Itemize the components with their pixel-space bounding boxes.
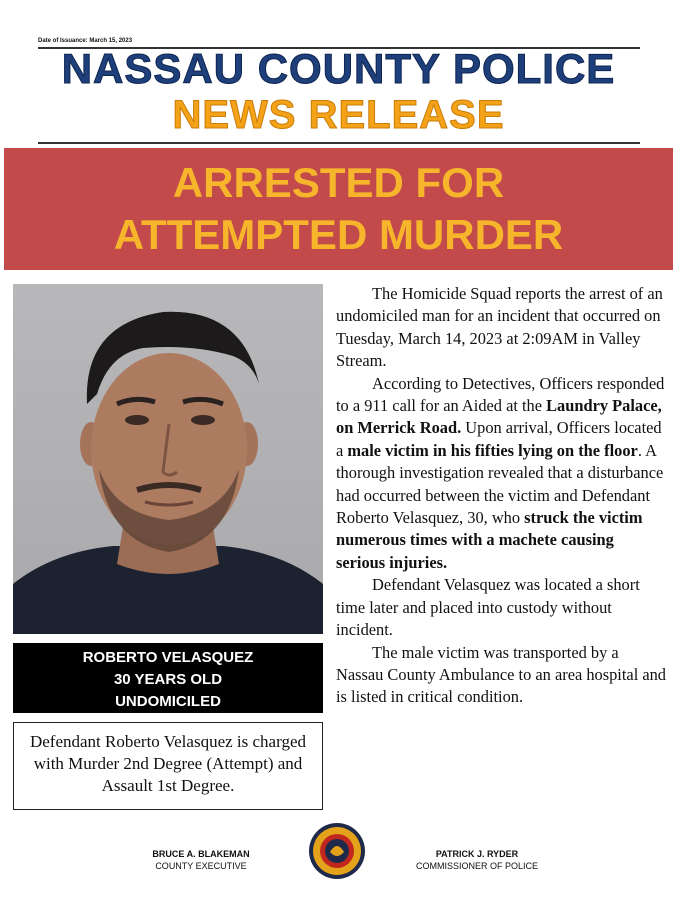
county-executive-name: BRUCE A. BLAKEMAN [152,849,250,859]
article-paragraph-3: Defendant Velasquez was located a short time later and placed into custody without incident. [336,575,640,640]
suspect-name: ROBERTO VELASQUEZ [82,649,254,666]
article-body [336,283,666,709]
suspect-photo [13,284,323,634]
footer-county-executive [86,848,316,872]
charges-box: Defendant Roberto Velasquez is charged with Murder 2nd Degree (Attempt) and Assault 1st Degree. [13,722,323,810]
footer-commissioner [362,848,592,872]
headline-line-1: ARRESTED FOR [172,159,505,206]
article-paragraph-2: According to Detectives, Officers responded to a 911 call for an Aided at the Laundry Palace, on Merrick Road. Upon arrival, Officers located a male victim in his fifties lying on the floor. A thorough investigation revealed that a disturbance had occurred between the victim and Defendant Roberto Velasquez, 30, who struck the victim numerous times with a machete causing serious injuries. [336,373,665,572]
police-department-seal-icon [308,822,366,880]
suspect-status: UNDOMICILED [115,693,221,710]
county-executive-title: COUNTY EXECUTIVE [155,861,247,871]
release-type: NEWS RELEASE [172,93,505,137]
commissioner-title: COMMISSIONER OF POLICE [415,861,538,871]
headline-line-2: ATTEMPTED MURDER [113,211,564,258]
header-rule [38,142,640,144]
headline-banner [4,148,673,270]
article-paragraph-4: The male victim was transported by a Nassau County Ambulance to an area hospital and is listed in critical condition. [336,642,667,707]
issuance-date: Date of Issuance: March 15, 2023 [38,38,133,44]
commissioner-name: PATRICK J. RYDER [435,849,519,859]
suspect-info-box [13,643,323,713]
article-paragraph-1: The Homicide Squad reports the arrest of an undomiciled man for an incident that occurred on Tuesday, March 14, 2023 at 2:09AM in Valley Stream. [336,284,663,371]
agency-title: NASSAU COUNTY POLICE [61,45,616,92]
suspect-age: 30 YEARS OLD [113,671,223,688]
